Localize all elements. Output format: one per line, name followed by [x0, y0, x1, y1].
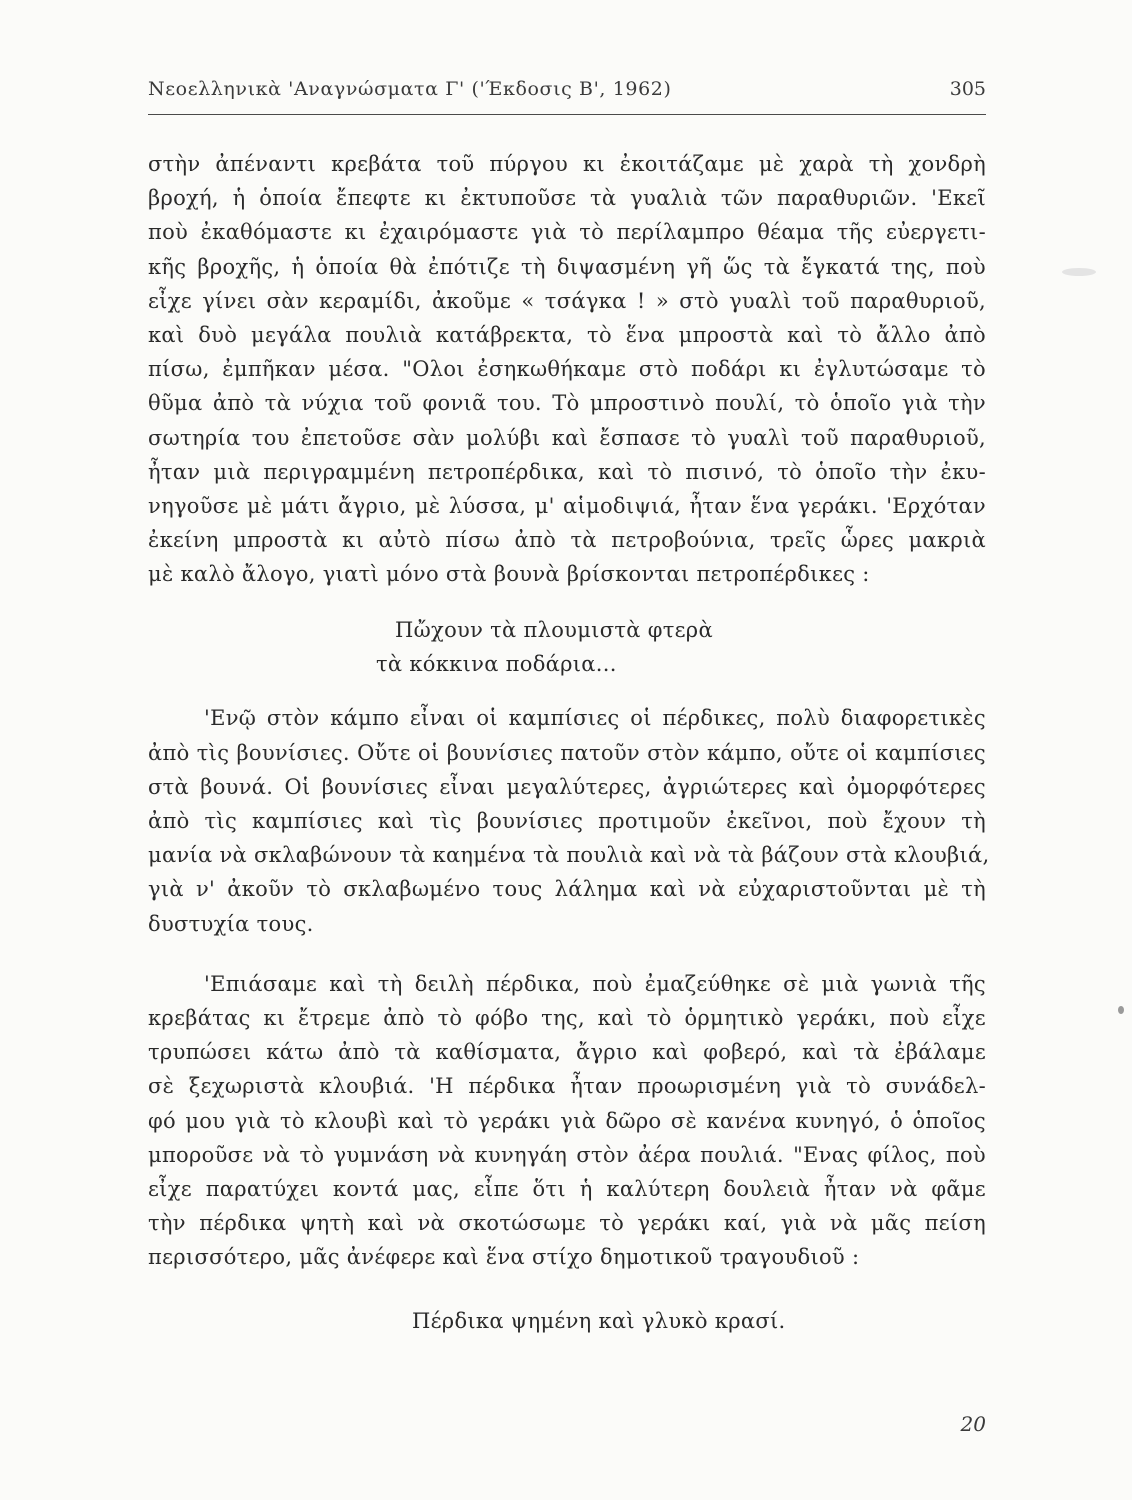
- page-number: 305: [949, 78, 986, 100]
- paragraph: [148, 967, 986, 1275]
- text-line: θῦμα ἀπὸ τὰ νύχια τοῦ φονιᾶ του. Τὸ μπροστινὸ πουλί, τὸ ὁποῖο γιὰ τὴν: [148, 391, 986, 416]
- text-line: δυστυχία τους.: [148, 911, 314, 936]
- running-header: [148, 74, 986, 115]
- signature-mark: 20: [960, 1412, 986, 1436]
- verse-line: τὰ κόκκινα ποδάρια...: [376, 652, 617, 677]
- text-line: μανία νὰ σκλαβώνουν τὰ καημένα τὰ πουλιὰ καὶ νὰ τὰ βάζουν στὰ κλουβιά,: [148, 843, 990, 868]
- text-line: σὲ ξεχωριστὰ κλουβιά. 'Η πέρδικα ἦταν προωρισμένη γιὰ τὸ συνάδελ-: [148, 1074, 986, 1099]
- text-line: μὲ καλὸ ἄλογο, γιατὶ μόνο στὰ βουνὰ βρίσκονται πετροπέρδικες :: [148, 562, 870, 587]
- text-line: εἶχε παρατύχει κοντά μας, εἶπε ὅτι ἡ καλύτερη δουλειὰ ἦταν νὰ φᾶμε: [148, 1176, 986, 1201]
- book-title: Νεοελληνικὰ 'Αναγνώσματα Γ' ('Έκδοσις Β', 1962): [148, 78, 672, 100]
- verse-line: Πέρδικα ψημένη καὶ γλυκὸ κρασί.: [412, 1309, 786, 1334]
- scan-speck: [1118, 1006, 1124, 1014]
- paragraph: [148, 147, 986, 591]
- text-line: καὶ δυὸ μεγάλα πουλιὰ κατάβρεκτα, τὸ ἕνα μπροστὰ καὶ τὸ ἄλλο ἀπὸ: [148, 322, 986, 347]
- scan-speck: [1062, 268, 1096, 276]
- text-line: κρεβάτας κι ἔτρεμε ἀπὸ τὸ φόβο της, καὶ τὸ ὁρμητικὸ γεράκι, ποὺ εἶχε: [148, 1005, 986, 1030]
- text-line: τὴν πέρδικα ψητὴ καὶ νὰ σκοτώσωμε τὸ γεράκι καί, γιὰ νὰ μᾶς πείση: [148, 1211, 986, 1236]
- text-line: εἶχε γίνει σὰν κεραμίδι, ἀκοῦμε « τσάγκα ! » στὸ γυαλὶ τοῦ παραθυριοῦ,: [148, 288, 986, 313]
- paragraph: [148, 701, 990, 940]
- text-line: κῆς βροχῆς, ἡ ὁποία θὰ ἐπότιζε τὴ διψασμένη γῆ ὥς τὰ ἔγκατά της, ποὺ: [148, 254, 986, 279]
- text-line: ἀπὸ τὶς βουνίσιες. Οὔτε οἱ βουνίσιες πατοῦν στὸν κάμπο, οὔτε οἱ καμπίσιες: [148, 740, 986, 765]
- text-line: φό μου γιὰ τὸ κλουβὶ καὶ τὸ γεράκι γιὰ δῶρο σὲ κανένα κυνηγό, ὁ ὁποῖος: [148, 1108, 986, 1133]
- text-line: 'Ενῷ στὸν κάμπο εἶναι οἱ καμπίσιες οἱ πέρδικες, πολὺ διαφορετικὲς: [204, 706, 986, 731]
- text-line: νηγοῦσε μὲ μάτι ἄγριο, μὲ λύσσα, μ' αἱμοδιψιά, ἦταν ἕνα γεράκι. 'Ερχόταν: [148, 493, 986, 518]
- text-line: πίσω, ἐμπῆκαν μέσα. "Ολοι ἐσηκωθήκαμε στὸ ποδάρι κι ἐγλυτώσαμε τὸ: [148, 357, 986, 382]
- text-line: ἦταν μιὰ περιγραμμένη πετροπέρδικα, καὶ τὸ πισινό, τὸ ὁποῖο τὴν ἐκυ-: [148, 459, 986, 484]
- text-line: σωτηρία του ἐπετοῦσε σὰν μολύβι καὶ ἔσπασε τὸ γυαλὶ τοῦ παραθυριοῦ,: [148, 425, 986, 450]
- text-line: γιὰ ν' ἀκοῦν τὸ σκλαβωμένο τους λάλημα καὶ νὰ εὐχαριστοῦνται μὲ τὴ: [148, 877, 986, 902]
- text-line: ἐκείνη μπροστὰ κι αὐτὸ πίσω ἀπὸ τὰ πετροβούνια, τρεῖς ὧρες μακριὰ: [148, 528, 986, 553]
- text-line: στὰ βουνά. Οἱ βουνίσιες εἶναι μεγαλύτερες, ἀγριώτερες καὶ ὀμορφότερες: [148, 774, 986, 799]
- verse-line: Πὤχουν τὰ πλουμιστὰ φτερὰ: [395, 618, 713, 643]
- text-line: περισσότερο, μᾶς ἀνέφερε καὶ ἕνα στίχο δημοτικοῦ τραγουδιοῦ :: [148, 1245, 860, 1270]
- text-line: ποὺ ἐκαθόμαστε κι ἐχαιρόμαστε γιὰ τὸ περίλαμπρο θέαμα τῆς εὐεργετι-: [148, 220, 986, 245]
- text-line: βροχή, ἡ ὁποία ἔπεφτε κι ἐκτυποῦσε τὰ γυαλιὰ τῶν παραθυριῶν. 'Εκεῖ: [148, 186, 986, 211]
- text-line: στὴν ἀπέναντι κρεβάτα τοῦ πύργου κι ἐκοιτάζαμε μὲ χαρὰ τὴ χονδρὴ: [148, 152, 986, 176]
- text-line: ἀπὸ τὶς καμπίσιες καὶ τὶς βουνίσιες προτιμοῦν ἐκεῖνοι, ποὺ ἔχουν τὴ: [148, 809, 986, 833]
- body-text: [148, 147, 990, 1338]
- text-line: 'Επιάσαμε καὶ τὴ δειλὴ πέρδικα, ποὺ ἐμαζεύθηκε σὲ μιὰ γωνιὰ τῆς: [204, 971, 986, 996]
- text-line: τρυπώσει κάτω ἀπὸ τὰ καθίσματα, ἄγριο καὶ φοβερό, καὶ τὰ ἐβάλαμε: [148, 1040, 986, 1065]
- text-line: μποροῦσε νὰ τὸ γυμνάση νὰ κυνηγάη στὸν ἀέρα πουλιά. "Ενας φίλος, ποὺ: [148, 1142, 986, 1167]
